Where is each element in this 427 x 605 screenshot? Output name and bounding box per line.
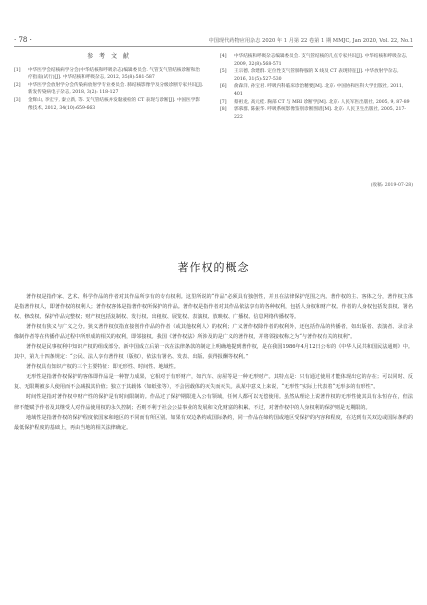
reference-number: [2] — [14, 82, 21, 88]
reference-item — [14, 67, 204, 82]
reference-text: 中华结核和呼吸杂志编辑委员会. 支气管结核的几点专家共识[J]. 中华结核和呼吸杂志, 2009, 32(8):568-571 — [234, 54, 408, 67]
reference-number: [3] — [14, 97, 21, 103]
reference-text: 郭慕群, 陈振华. 呼吸系统影像鉴别诊断图谱[M]. 北京: 人民卫生出版社, 2005, 217-222 — [234, 107, 406, 120]
reference-text: 金辉山, 李宏宇, 秦立新, 等. 支气管结核并发黏液栓的 CT 表现与诊断[J]. 中国医学影像技术, 2012, 34(10):659-663 — [28, 97, 200, 111]
reference-number: [4] — [220, 54, 227, 59]
body-paragraph: 著作权是民事权利中知识产权的组成部分。新中国成立后第一次在法律条款的制定上明确地提到著作权，是在我国1986年4月12日公布的《中华人民共和国民法通则》中。其中，第九十四条规定：“公民、法人享有著作权（版权），依法有署名、发表、出版、获得报酬等权利。” — [14, 344, 413, 361]
reference-number: [7] — [220, 99, 227, 105]
reference-text: 王宗德, 余建群. 定位性支气管肺脊腺的 X 线及 CT 表现特征[J]. 中华放射学杂志, 2016, 31(5):527-530 — [234, 69, 399, 82]
body-paragraph: 地域性是指著作权的保护程度依国家和地区的不同而有所区别。如果有双边条约或国际条约，同一作品在缔约国或地区受保护的内容和程度，在达到有关双边或国际条约的最低保护程度的基础上，再由当地的相关法律确定。 — [14, 414, 413, 431]
reference-item — [220, 99, 413, 107]
body-paragraph: 著作权是指作家、艺术、科学作品的作者对其作品所享有的专有权利。这里所说的“作品”必须具有独创性，并且在法律保护范围之内。著作权的主、客体之分，著作权主体是指著作权人，即著作权的权利人；著作权客体是指著作权所保护的作品。著作权是指作者对其作品依法享有的各种权利，包括人身权和财产权。作者的人身权包括发表权、署名权、修改权、保护作品完整权；财产权包括复制权、发行权、出租权、展览权、表演权、放映权、广播权、信息网络传播权等。 — [14, 294, 413, 321]
references-column-right — [220, 53, 413, 121]
reference-item — [220, 53, 413, 68]
reference-item — [14, 82, 204, 97]
reference-number: [8] — [220, 107, 227, 113]
running-header — [14, 36, 413, 44]
reference-text: 中华医学会放射学分会传染病放射学专业委员会. 肺结核影像学及分级诊断专家共识[J]. 新发传染病电子杂志, 2018, 3(2): 118-127 — [28, 82, 204, 96]
reference-item — [14, 97, 204, 112]
reference-number: [1] — [14, 67, 21, 73]
page-number: · 78 · — [14, 36, 32, 44]
body-paragraph: 无形性是指著作权保护的客体即作品是一种智力成果，它相对于有形财产，如汽车、房屋等是一种无形财产。其特点是：只有通过使用才能体现出它的存在；可以同时、反复、无限期被多人使用而不会减损其价值；独立于其载体（如纸张等），不会因载体的灭失而灭失。从某中意义上来说，“无形性”实际上代表着“无形多的有形性”。 — [14, 374, 413, 391]
body-paragraph: 著作权具有知识产权的三个主要特征：即无形性、时间性、地域性。 — [26, 364, 179, 371]
received-date: (收稿: 2019-07-28) — [370, 183, 413, 188]
reference-item — [220, 106, 413, 121]
reference-item — [220, 83, 413, 98]
reference-item — [220, 68, 413, 83]
reference-text: 蔡祖龙, 高元桂. 胸部 CT 与 MRI 诊断学[M]. 北京: 人民军医出版社, 2005, 9, 87-89 — [234, 99, 410, 105]
body-paragraph: 著作权有狭义与广义之分。狭义著作权仅指直接创作作品的作者（或其他权利人）的权利；广义著作权除作者的权利外，还包括作品的传播者，如出版者、表演者、录音录像制作者等在传播作品过程中所形成的相关的权利，即邻接权。我国《著作权法》所涉及的是广义的著作权，并将邻接权称之为“与著作权有关的权利”。 — [14, 324, 413, 341]
reference-text: 俞森洋, 孙宝君. 呼吸内科临床诊治精要[M]. 北京: 中国协和医科大学出版社, 2011, 401 — [234, 84, 404, 97]
reference-number: [6] — [220, 84, 227, 90]
body-paragraph: 时间性是指对著作权中财产性的保护是有时间限制的。作品过了保护期限进入公有领域，任何人都可以无偿使用。虽然从理论上说著作权的无形性使其具有永恒存在，但法律不能赋予作者及其继受人对作品使用权的永久控制；否则不利于社会公益事业的发展和文化财富的积累。不过，对著作权中的人身权利的保护则是无期限的。 — [14, 394, 413, 411]
reference-text: 中华医学会结核病学分会(中华结核和呼吸杂志)编辑委员会. 气管支气管结核诊断和治疗指南(试行)[J]. 中华结核和呼吸杂志, 2012, 35(8):581-587 — [28, 67, 200, 81]
references-title: 参 考 文 献 — [87, 53, 131, 60]
references-column-left — [14, 53, 204, 112]
reference-number: [5] — [220, 69, 227, 75]
journal-citation: 中国现代药物应用杂志 2020 年 1 月第 22 卷第 1 期 MMJC, Jan 2020, Vol. 22, No.1 — [208, 38, 413, 44]
article-title: 著作权的概念 — [177, 261, 250, 274]
article-body — [14, 292, 413, 433]
header-rule — [14, 46, 413, 47]
